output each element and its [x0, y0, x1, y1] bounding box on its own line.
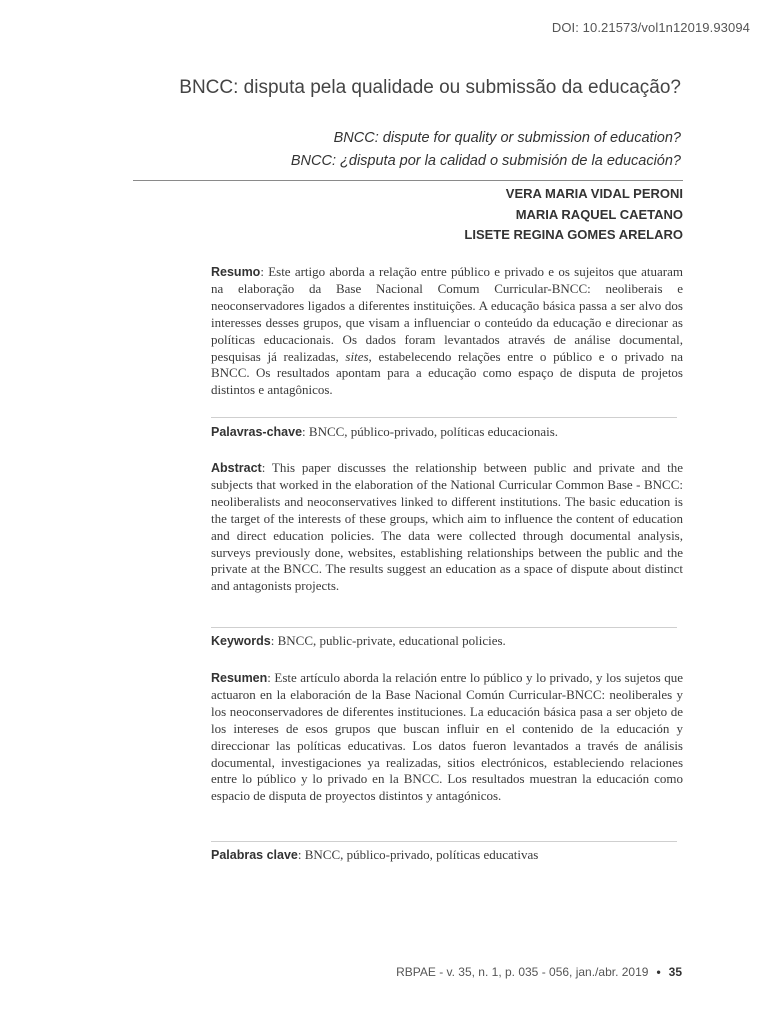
- palavras-chave-line: [211, 424, 683, 440]
- author-name: MARIA RAQUEL CAETANO: [515, 207, 683, 222]
- resumen-paragraph: [211, 670, 683, 805]
- resumo-label: Resumo: [211, 265, 261, 279]
- title-divider: [133, 180, 683, 181]
- palavras-chave-label: Palavras-chave: [211, 425, 303, 439]
- author-name: VERA MARIA VIDAL PERONI: [505, 186, 683, 201]
- keywords-text: : BNCC, public-private, educational policies.: [270, 633, 506, 648]
- resumen-label: Resumen: [211, 671, 268, 685]
- title-english: BNCC: dispute for quality or submission of education?: [333, 130, 681, 146]
- palabras-clave-line: [211, 847, 683, 863]
- abstract-text: : This paper discusses the relationship between public and private and the subjects that worked in the elaboration of the National Curricular Common Base - BNCC: neoliberalists and neoconservatives linked to different institutions. The basic education is the target of the interests of these groups, which aim to influence the content of education and direct education policies. The data were collected through documental analysis, surveys previously done, websites, establishing relationships between the public and the private at the BNCC. The results suggest an education as a space of dispute about distinct and antagonists projects.: [211, 460, 683, 594]
- section-divider: [211, 627, 677, 628]
- abstract-paragraph: [211, 460, 683, 595]
- keywords-line: [211, 633, 683, 649]
- palabras-clave-label: Palabras clave: [211, 848, 298, 862]
- footer-citation: RBPAE - v. 35, n. 1, p. 035 - 056, jan./abr. 2019: [396, 965, 649, 979]
- section-divider: [211, 841, 677, 842]
- resumen-text: : Este artículo aborda la relación entre lo público y lo privado, y los sujetos que actuaron en la elaboración de la Base Nacional Común Curricular-BNCC: neoliberales y los neoconservadores de diferentes instituciones. La educación básica pasa a ser objeto de los intereses de esos grupos que buscan influir en el contenido de la educación y direccionar las políticas educativas. Los datos fueron levantados a través de análisis documental, investigaciones ya realizadas, sitios electrónicos, estableciendo relaciones entre lo público y lo privado en la BNCC. Los resultados muestran la educación como espacio de disputa de proyectos distintos y antagónicos.: [211, 670, 683, 804]
- footer-bullet: •: [656, 965, 661, 979]
- doi-identifier: DOI: 10.21573/vol1n12019.93094: [551, 20, 750, 35]
- page-number: 35: [668, 965, 682, 979]
- palabras-clave-text: : BNCC, público-privado, políticas educativas: [297, 847, 539, 862]
- article-title: BNCC: disputa pela qualidade ou submissão da educação?: [179, 77, 681, 98]
- resumo-paragraph: [211, 264, 683, 399]
- title-spanish: BNCC: ¿disputa por la calidad o submisión de la educación?: [290, 153, 681, 169]
- page-footer: [396, 965, 682, 979]
- author-name: LISETE REGINA GOMES ARELARO: [464, 227, 683, 242]
- section-divider: [211, 417, 677, 418]
- resumo-text-part-2: , estabelecendo relações entre o público e o privado na BNCC. Os resultados apontam para a educação como espaço de disputa de projetos distintos e antagônicos.: [211, 348, 683, 398]
- palavras-chave-text: : BNCC, público-privado, políticas educacionais.: [302, 424, 559, 439]
- resumo-italic-term: sites: [345, 348, 369, 364]
- keywords-label: Keywords: [211, 634, 271, 648]
- resumo-text-part-1: : Este artigo aborda a relação entre público e privado e os sujeitos que atuaram na elaboração da Base Nacional Comum Curricular-BNCC: neoliberais e neoconservadores ligados a diferentes instituições. A educação básica passa a ser alvo dos interesses desses grupos, que visam a influenciar o conteúdo da educação e direcionar as políticas educacionais. Os dados foram levantados através de análise documental, pesquisas já realizadas,: [211, 264, 683, 364]
- abstract-label: Abstract: [211, 461, 262, 475]
